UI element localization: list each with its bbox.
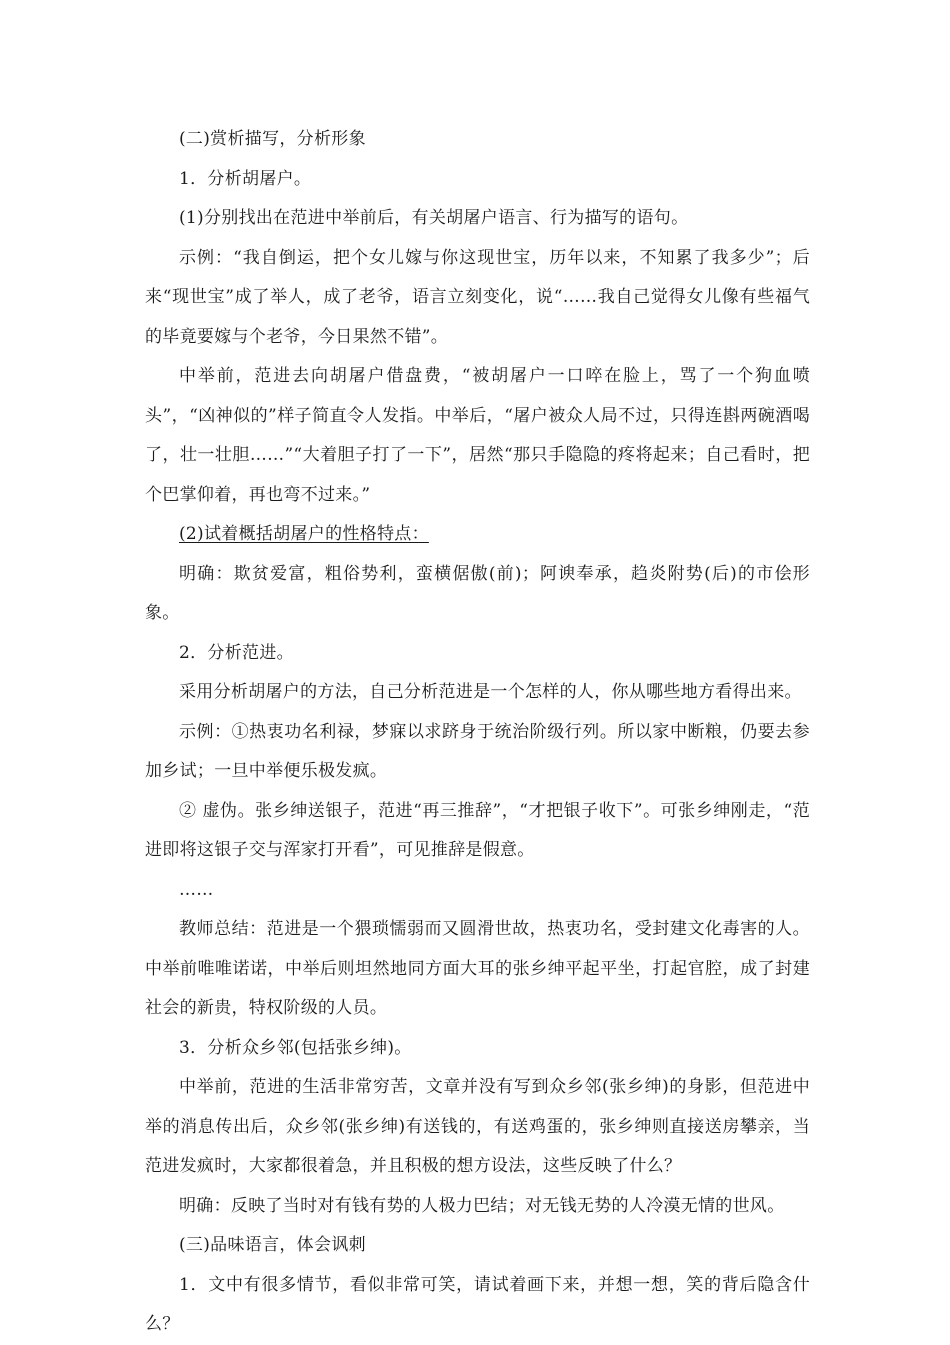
- villagers-paragraph: 中举前，范进的生活非常穷苦，文章并没有写到众乡邻(张乡绅)的身影，但范进中举的消息传出后，众乡邻(张乡绅)有送钱的，有送鸡蛋的，张乡绅则直接送房攀亲，当范进发疯时，大家都很着急，并且积极的想方设法，这些反映了什么？: [145, 1077, 810, 1176]
- analysis-paragraph-before-after: 中举前，范进去向胡屠户借盘费，“被胡屠户一口啐在脸上，骂了一个狗血喷头”，“凶神似的”样子简直令人发指。中举后，“屠户被众人局不过，只得连斟两碗酒喝了，壮一壮胆……”“大着胆子打了一下”，居然“那只手隐隐的疼将起来；自己看时，把个巴掌仰着，再也弯不过来。”: [145, 366, 810, 505]
- example-paragraph-1: 示例：“我自倒运，把个女儿嫁与你这现世宝，历年以来，不知累了我多少”；后来“现世宝”成了举人，成了老爷，语言立刻变化，说“……我自己觉得女儿像有些福气的毕竟要嫁与个老爷，今日果然不错”。: [145, 247, 810, 347]
- question-1-2: [145, 515, 810, 555]
- teacher-summary: 教师总结：范进是一个猥琐懦弱而又圆滑世故，热衷功名，受封建文化毒害的人。中举前唯唯诺诺，中举后则坦然地同方面大耳的张乡绅平起平坐，打起官腔，成了封建社会的新贵，特权阶级的人员。: [145, 919, 810, 1018]
- example-paragraph-2: 示例：①热衷功名利禄，梦寐以求跻身于统治阶级行列。所以家中断粮，仍要去参加乡试；一旦中举便乐极发疯。: [145, 721, 810, 781]
- ellipsis-line: ……: [179, 879, 214, 900]
- document-body: [145, 120, 810, 1345]
- example-paragraph-3: ② 虚伪。张乡绅送银子，范进“再三推辞”，“才把银子收下”。可张乡绅刚走，“范进即将这银子交与浑家打开看”，可见推辞是假意。: [145, 800, 810, 860]
- instruction-paragraph: 采用分析胡屠户的方法，自己分析范进是一个怎样的人，你从哪些地方看得出来。: [179, 682, 802, 702]
- answer-butcher-traits: 明确：欺贫爱富，粗俗势利，蛮横倨傲(前)；阿谀奉承，趋炎附势(后)的市侩形象。: [145, 563, 810, 623]
- answer-villagers: 明确：反映了当时对有钱有势的人极力巴结；对无钱无势的人冷漠无情的世风。: [179, 1195, 785, 1216]
- question-3-1: 1．文中有很多情节，看似非常可笑，请试着画下来，并想一想，笑的背后隐含什么？: [145, 1274, 810, 1334]
- underlined-question-text: (2)试着概括胡屠户的性格特点：: [179, 524, 429, 544]
- subheading-analyze-fan-jin: 2．分析范进。: [179, 642, 294, 663]
- section-heading-language: (三)品味语言，体会讽刺: [179, 1235, 366, 1255]
- subheading-analyze-villagers: 3．分析众乡邻(包括张乡绅)。: [179, 1037, 412, 1058]
- section-heading-appreciate-description: (二)赏析描写，分析形象: [179, 129, 366, 149]
- question-1-1: (1)分别找出在范进中举前后，有关胡屠户语言、行为描写的语句。: [179, 208, 689, 228]
- subheading-analyze-butcher-hu: 1．分析胡屠户。: [179, 168, 312, 189]
